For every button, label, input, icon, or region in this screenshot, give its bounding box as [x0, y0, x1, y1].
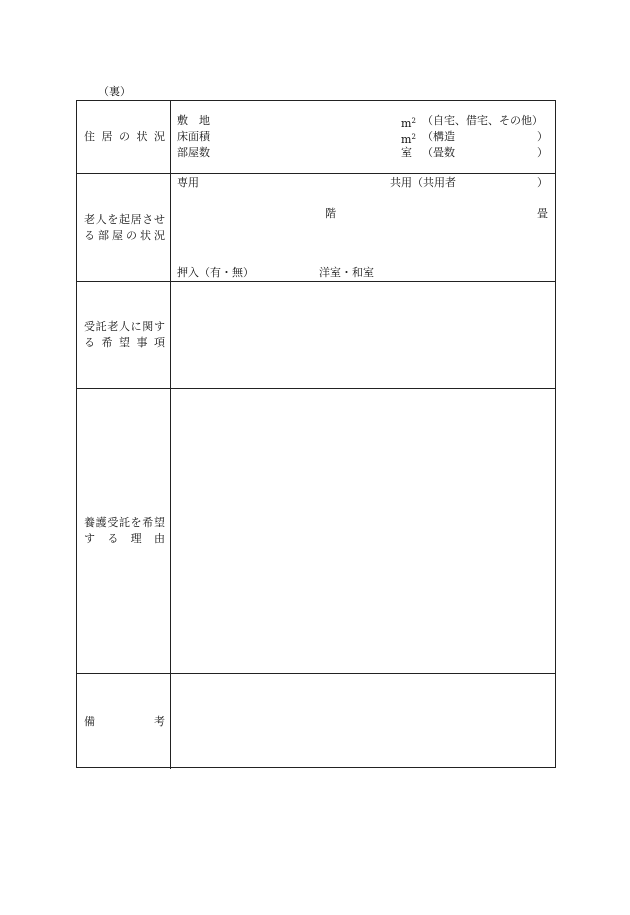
- label-reason: [84, 515, 165, 547]
- label-char: を: [107, 212, 119, 226]
- label-char: 望: [153, 516, 165, 529]
- floor-area-unit-sup: 2: [411, 133, 416, 141]
- label-char: 由: [153, 532, 165, 545]
- label-char: 養: [84, 516, 95, 529]
- site-unit: $m^2$: [401, 117, 416, 130]
- label-char: 備: [84, 714, 95, 728]
- label-char: 託: [118, 516, 130, 529]
- label-char: 希: [101, 336, 113, 349]
- row-remarks: [77, 674, 555, 769]
- label-char: 護: [95, 516, 107, 529]
- label-housing: [84, 129, 165, 145]
- label-reason-line2: [84, 531, 165, 547]
- label-wishes-line2: [84, 335, 165, 351]
- label-char: 居: [130, 212, 142, 226]
- label-char: 望: [119, 336, 130, 349]
- label-housing-line1: [84, 129, 165, 145]
- label-char: に: [130, 320, 142, 333]
- label-char: 項: [154, 336, 165, 349]
- label-remarks: [84, 714, 165, 730]
- label-char: 状: [140, 228, 151, 242]
- label-char: す: [153, 320, 165, 333]
- application-form-table: [76, 100, 556, 768]
- shared-label-open: 共用（共用者: [390, 176, 456, 189]
- structure-note-open: （構造: [422, 130, 455, 143]
- label-char: 関: [142, 320, 154, 333]
- label-char: 老: [84, 212, 95, 226]
- label-char: 屋: [112, 228, 123, 242]
- floor-level-unit: 階: [325, 207, 336, 220]
- label-char: る: [84, 228, 95, 242]
- mat-count-note-close: ）: [537, 146, 548, 159]
- label-cell-housing: [77, 101, 171, 173]
- label-char: 老: [107, 320, 119, 333]
- label-cell-wishes: [77, 282, 171, 388]
- rooms-unit: 室: [401, 146, 412, 159]
- closet-label: 押入（有・無）: [177, 266, 254, 279]
- floor-area-unit: $m^2$: [401, 133, 416, 146]
- label-char: 部: [98, 228, 109, 242]
- label-char: 希: [142, 516, 154, 529]
- row-housing: [77, 101, 555, 174]
- content-reason[interactable]: [171, 389, 555, 673]
- label-char: 況: [154, 130, 165, 143]
- label-char: 受: [84, 320, 95, 333]
- label-char: 人: [118, 320, 130, 333]
- structure-note-close: ）: [537, 130, 548, 143]
- label-char: 受: [107, 516, 119, 529]
- label-char: 居: [101, 130, 113, 143]
- label-char: の: [119, 130, 130, 143]
- page-side-mark: （裏）: [98, 85, 131, 98]
- content-housing[interactable]: [171, 101, 555, 173]
- label-char: 考: [154, 714, 165, 728]
- label-elder-room: [84, 212, 165, 244]
- content-remarks[interactable]: [171, 674, 555, 769]
- label-char: 託: [95, 320, 107, 333]
- label-char: 人: [95, 212, 107, 226]
- label-cell-reason: [77, 389, 171, 673]
- label-char: さ: [142, 212, 154, 226]
- private-label: 専用: [177, 176, 199, 189]
- label-cell-elder-room: [77, 174, 171, 281]
- label-elder-room-line2: [84, 228, 165, 244]
- row-wishes: [77, 282, 555, 389]
- floor-area-label: 床面積: [177, 130, 210, 143]
- label-char: る: [107, 532, 119, 545]
- label-cell-remarks: [77, 674, 171, 769]
- label-char: る: [84, 336, 95, 349]
- site-note: （自宅、借宅、その他）: [422, 114, 543, 127]
- content-elder-room[interactable]: [171, 174, 555, 281]
- label-char: 起: [118, 212, 130, 226]
- shared-label-close: ）: [537, 176, 548, 189]
- tatami-mat-unit: 畳: [537, 207, 548, 220]
- label-char: の: [126, 228, 137, 242]
- label-wishes: [84, 319, 165, 351]
- site-label: 敷 地: [177, 114, 210, 127]
- label-char: 況: [154, 228, 165, 242]
- label-char: 事: [136, 336, 148, 349]
- label-char: せ: [153, 212, 165, 226]
- site-unit-sup: 2: [411, 117, 416, 125]
- label-char: を: [130, 516, 142, 529]
- row-reason: [77, 389, 555, 674]
- content-wishes[interactable]: [171, 282, 555, 388]
- label-char: 住: [84, 130, 95, 143]
- label-wishes-line1: [84, 319, 165, 335]
- room-type-label: 洋室・和室: [319, 266, 374, 279]
- mat-count-note-open: （畳数: [422, 146, 455, 159]
- row-elder-room: [77, 174, 555, 282]
- rooms-label: 部屋数: [177, 146, 210, 159]
- label-char: す: [84, 532, 95, 545]
- label-elder-room-line1: [84, 212, 165, 228]
- label-char: 理: [130, 532, 142, 545]
- label-reason-line1: [84, 515, 165, 531]
- label-char: 状: [136, 130, 148, 143]
- label-remarks-line1: [84, 714, 165, 730]
